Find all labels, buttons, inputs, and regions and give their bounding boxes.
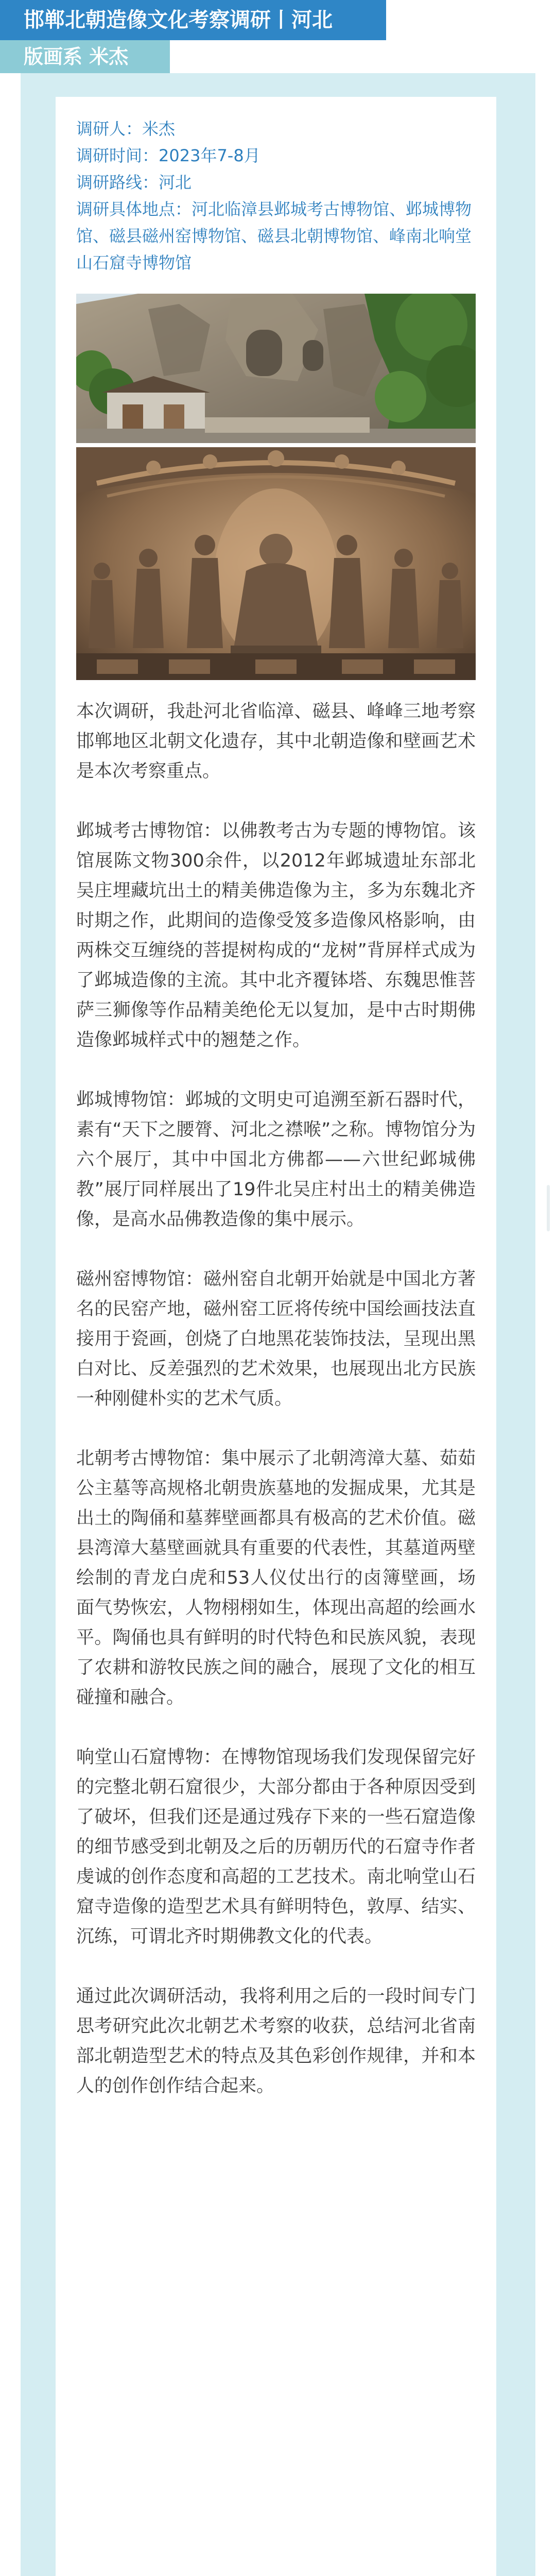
page-title: 邯郸北朝造像文化考察调研丨河北 (0, 0, 386, 40)
paragraph-xiangtangshan-grottoes: 响堂山石窟博物：在博物馆现场我们发现保留完好的完整北朝石窟很少，大部分都由于各种原因受到了破坏，但我们还是通过残存下来的一些石窟造像的细节感受到北朝及之后的历朝历代的石窟寺作者虔诚的创作态度和高超的工艺技术。南北响堂山石窟寺造像的造型艺术具有鲜明特色，敦厚、结实、沉练，可谓北齐时期佛教文化的代表。 (76, 1747, 476, 1947)
content-frame (21, 73, 535, 2576)
research-meta (76, 115, 476, 276)
paragraph-northern-dynasties-museum: 北朝考古博物馆：集中展示了北朝湾漳大墓、茹茹公主墓等高规格北朝贵族墓地的发掘成果，尤其是出土的陶俑和墓葬壁画都具有极高的艺术价值。磁县湾漳大墓壁画就具有重要的代表性，其墓道两壁绘制的青龙白虎和53人仪仗出行的卤簿壁画，场面气势恢宏，人物栩栩如生，体现出高超的绘画水平。陶俑也具有鲜明的时代特色和民族风貌，表现了农耕和游牧民族之间的融合，展现了文化的相互碰撞和融合。 (76, 1448, 476, 1708)
cliff-temple-illustration (76, 294, 476, 443)
paragraph-yecheng-archaeology-museum: 邺城考古博物馆：以佛教考古为专题的博物馆。该馆展陈文物300余件，以2012年邺城遗址东部北吴庄埋藏坑出土的精美佛造像为主，多为东魏北齐时期之作，此期间的造像受笈多造像风格影响，由两株交互缠绕的菩提树构成的“龙树”背屏样式成为了邺城造像的主流。其中北齐覆钵塔、东魏思惟菩萨三狮像等作品精美绝伦无以复加，是中古时期佛造像邺城样式中的翘楚之作。 (76, 821, 476, 1050)
paragraph-yecheng-museum: 邺城博物馆：邺城的文明史可追溯至新石器时代，素有“天下之腰膂、河北之襟喉”之称。博物馆分为六个展厅，其中中国北方佛都——六世纪邺城佛教”展厅同样展出了19件北吴庄村出土的精美佛造像，是高水品佛教造像的集中展示。 (76, 1090, 476, 1230)
paragraph-intro: 本次调研，我赴河北省临漳、磁县、峰峰三地考察邯郸地区北朝文化遗存，其中北朝造像和壁画艺术是本次考察重点。 (76, 701, 476, 782)
paragraph-cizhou-kiln-museum: 磁州窑博物馆：磁州窑自北朝开始就是中国北方著名的民窑产地，磁州窑工匠将传统中国绘画技法直接用于瓷画，创烧了白地黑花装饰技法，呈现出黑白对比、反差强烈的艺术效果，也展现出北方民族一种刚健朴实的艺术气质。 (76, 1269, 476, 1409)
meta-route: 调研路线：河北 (76, 173, 192, 192)
meta-researcher: 调研人：米杰 (76, 119, 176, 139)
grotto-illustration (76, 447, 476, 680)
meta-time: 调研时间：2023年7-8月 (76, 146, 260, 165)
article-body (76, 697, 476, 2101)
article-card (56, 97, 496, 2576)
paragraph-conclusion: 通过此次调研活动，我将利用之后的一段时间专门思考研究此次北朝艺术考察的收获，总结河北省南部北朝造型艺术的特点及其色彩创作规律，并和本人的创作创作结合起来。 (76, 1986, 476, 2096)
meta-places: 调研具体地点：河北临漳县邺城考古博物馆、邺城博物馆、磁县磁州窑博物馆、磁县北朝博物馆、峰南北响堂山石窟寺博物馆 (76, 199, 472, 273)
cliff-temple-photo-icon (76, 294, 476, 443)
grotto-buddha-statues-photo-icon (76, 447, 476, 680)
scrollbar-thumb[interactable] (547, 1185, 550, 1231)
author-subtitle: 版画系 米杰 (0, 40, 170, 73)
